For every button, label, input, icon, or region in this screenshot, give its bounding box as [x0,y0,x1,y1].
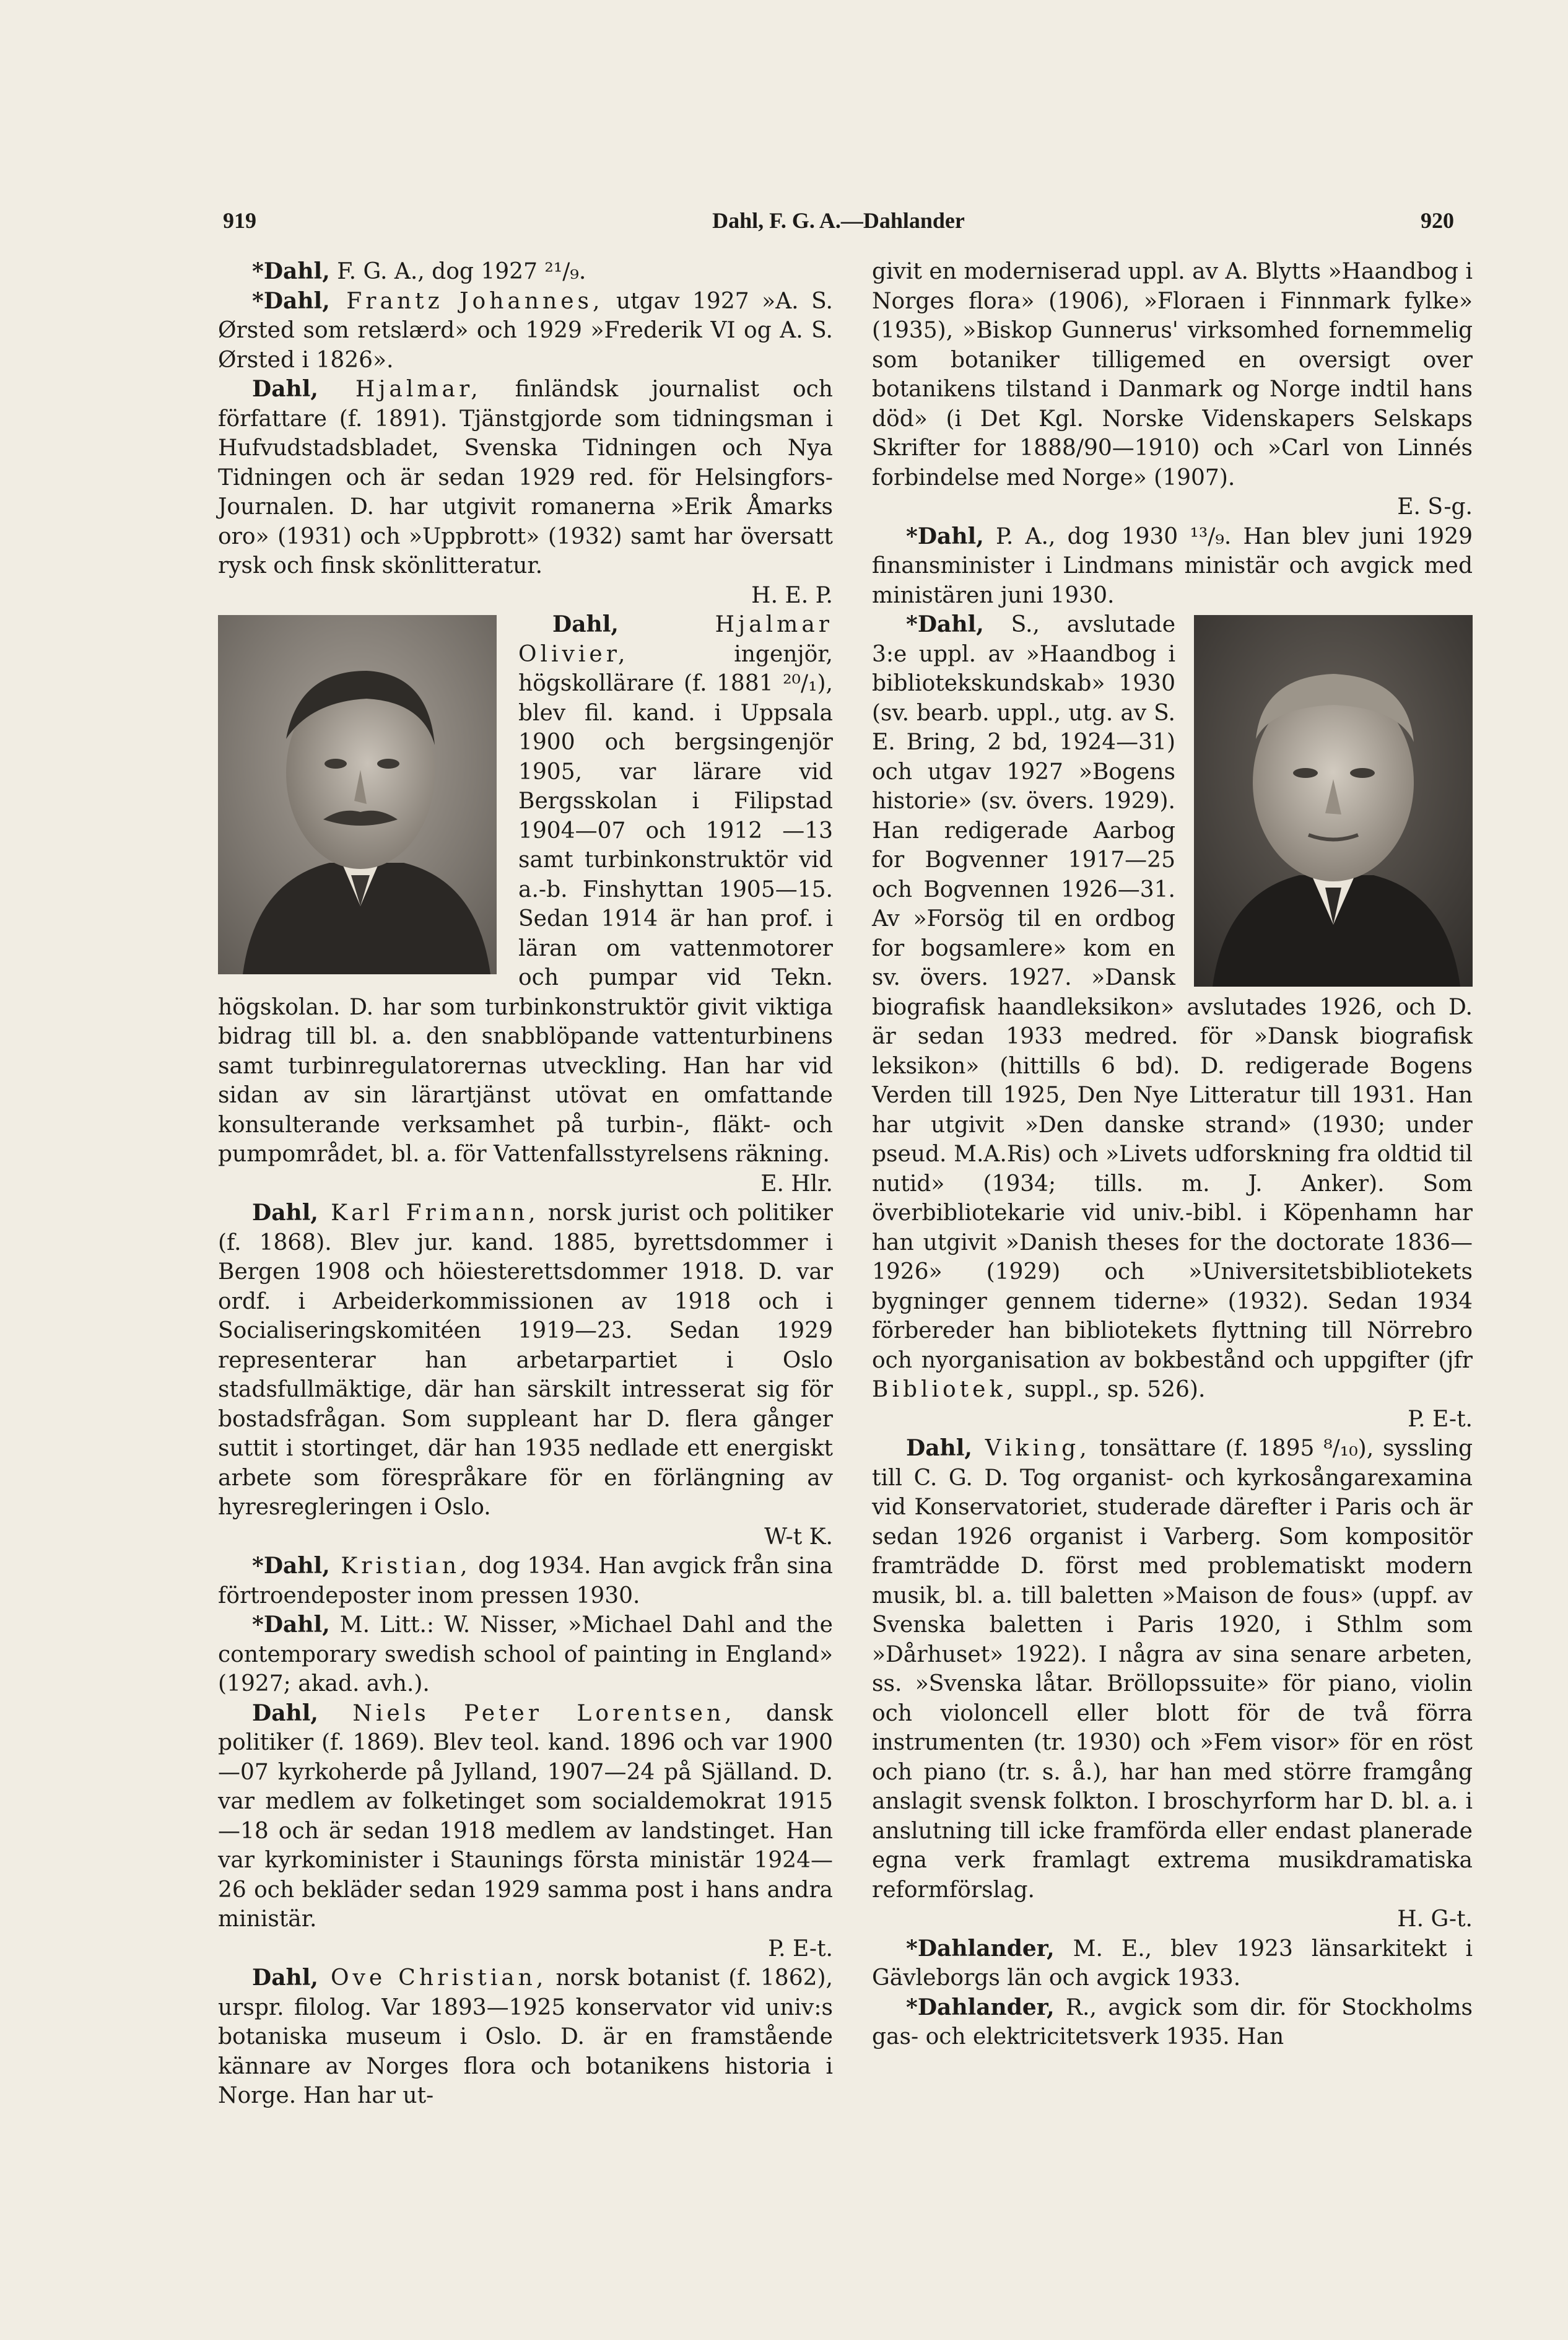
signature: P. E-t. [768,1936,833,1962]
portrait-photo-hjalmar-olivier-dahl-icon [218,615,497,974]
entry-dahl-ove-christian-continued: givit en moderniserad uppl. av A. Blytts »Haandbog i Norges flora» (1906), »Floraen i Finnmark fylke» (1935), »Biskop Gunnerus' virksomhed fornemmelig som botaniker tilligemed en oversigt over botanikens tilstand i Danmark og Norge indtil hans död» (i Det Kgl. Norske Videnskapers Selskaps Skrifter for 1888/90—1910) och »Carl von Linnés forbindelse med Norge» (1907). E. S-g. [872,257,1473,522]
signature: H. G-t. [1397,1906,1473,1932]
portrait-photo-right [1194,615,1473,987]
running-title: Dahl, F. G. A.—Dahlander [712,208,965,233]
entry-dahl-s: *Dahl, S., avslutade 3:e uppl. av »Haandbog i bibliotekskundskab» 1930 (sv. bearb. uppl., utg. av S. E. Bring, 2 bd, 1924—31) och utgav 1927 »Bogens historie» (sv. övers. 1929). Han redigerade Aarbog for Bogvenner 1917—25 och Bogvennen 1926—31. Av »Forsög til en ordbog for bogsamlere» kom en sv. övers. 1927. »Dansk biografisk haandleksikon» avslutades 1926, och D. är sedan 1933 medred. för »Dansk biografisk leksikon» (hittills 6 bd). D. redigerade Bogens Verden till 1925, Den Nye Litteratur till 1931. Han har utgivit »Den danske strand» (1930; under pseud. M.A.Ris) och »Livets udforskning fra oldtid til nutid» (1934; tills. m. J. Anker). Som överbibliotekarie vid univ.-bibl. i Köpenhamn har han utgivit »Danish theses for the doctorate 1836—1926» (1929) och »Universitetsbibliotekets bygninger gennem tiderne» (1932). Sedan 1934 förbereder han bibliotekets flyttning till Nörrebro och nyorganisation av bokbestånd och uppgifter (jfr Bibliotek, suppl., sp. 526). P. E-t. [872,610,1473,1434]
entry-dahlander-me: *Dahlander, M. E., blev 1923 länsarkitekt i Gävleborgs län och avgick 1933. [872,1935,1473,1991]
entry-dahl-niels-peter-lorentsen: Dahl, Niels Peter Lorentsen, dansk politiker (f. 1869). Blev teol. kand. 1896 och var 1900—07 kyrkoherde på Jylland, 1907—24 på Själland. D. var medlem av folketinget som socialdemokrat 1915—18 och är sedan 1918 medlem av landstinget. Han var kyrkominister i Staunings första ministär 1924—26 och bekläder sedan 1929 samma post i hans andra ministär. P. E-t. [218,1699,833,1964]
entry-dahl-m: *Dahl, M. Litt.: W. Nisser, »Michael Dahl and the contemporary swedish school of painting in England» (1927; akad. avh.). [218,1612,833,1696]
entry-dahl-kristian: *Dahl, Kristian, dog 1934. Han avgick från sina förtroendeposter inom pressen 1930. [218,1553,834,1609]
entry-dahl-frantz-johannes: *Dahl, Frantz Johannes, utgav 1927 »A. S. Ørsted som retslærd» och 1929 »Frederik VI og A. S. Ørsted i 1826». [218,287,833,373]
signature: H. E. P. [751,582,833,608]
entry-dahl-ove-christian: Dahl, Ove Christian, norsk botanist (f. 1862), urspr. filolog. Var 1893—1925 konservator vid univ:s botaniska museum i Oslo. D. är en framstående kännare av Norges flora och botanikens historia i Norge. Han har ut- [218,1965,834,2108]
entry-dahl-hjalmar-olivier: Dahl, Hjalmar Olivier, ingenjör, högskollärare (f. 1881 ²⁰/₁), blev fil. kand. i Uppsala 1900 och bergsingenjör 1905, var lärare vid Bergsskolan i Filipstad 1904—07 och 1912 —13 samt turbinkonstruktör vid a.-b. Finshyttan 1905—15. Sedan 1914 är han prof. i läran om vattenmotorer och pumpar vid Tekn. högskolan. D. har som turbinkonstruktör givit viktiga bidrag till bl. a. den snabblöpande vattenturbinens samt turbinregulatorernas utveckling. Han har vid sidan av sin lärartjänst utövat en omfattande konsulterande verksamhet på turbin-, fläkt- och pumpområdet, bl. a. för Vattenfallsstyrelsens räkning. E. Hlr. [218,610,833,1198]
page-number-right: 920 [1421,208,1454,233]
entry-dahl-pa: *Dahl, P. A., dog 1930 ¹³/₉. Han blev juni 1929 finansminister i Lindmans ministär och avgick med ministären juni 1930. [872,523,1473,608]
entry-dahl-hjalmar: Dahl, Hjalmar, finländsk journalist och författare (f. 1891). Tjänstgjorde som tidningsman i Hufvudstadsbladet, Svenska Tidningen och Nya Tidningen och är sedan 1929 red. för Helsingfors-Journalen. D. har utgivit romanerna »Erik Åmarks oro» (1931) och »Uppbrott» (1932) samt har översatt rysk och finsk skönlitteratur. H. E. P. [218,375,833,610]
page-header [223,207,1454,245]
signature: E. S-g. [1397,494,1473,520]
signature: W-t K. [764,1524,833,1550]
entry-dahl-fga: *Dahl, F. G. A., dog 1927 ²¹/₉. [252,258,586,284]
portrait-photo-sven-dahl-icon [1194,615,1473,987]
column-left [218,257,833,2111]
page-number-left: 919 [223,208,256,233]
signature: P. E-t. [1408,1406,1473,1432]
entry-dahl-viking: Dahl, Viking, tonsättare (f. 1895 ⁸/₁₀), syssling till C. G. D. Tog organist- och kyrkosångarexamina vid Konservatoriet, studerade därefter i Paris och är sedan 1926 organist i Varberg. Som kompositör framträdde D. först med problematiskt modern musik, bl. a. till baletten »Maison de fous» (uppf. av Svenska baletten i Paris 1920, i Sthlm som »Dårhuset» 1922). I några av sina senare arbeten, ss. »Svenska låtar. Bröllopssuite» för piano, violin och violoncell eller blott för de två förra instrumenten (tr. 1930) och »Fem visor» för en röst och piano (tr. s. å.), har han med större framgång anslagit svensk folkton. I broschyrform har D. bl. a. i anslutning till icke framförda eller endast planerade egna verk framlagt extrema musikdramatiska reformförslag. H. G-t. [872,1434,1473,1934]
entry-dahl-karl-frimann: Dahl, Karl Frimann, norsk jurist och politiker (f. 1868). Blev jur. kand. 1885, byrettsdommer i Bergen 1908 och höiesterettsdommer 1918. D. var ordf. i Arbeiderkommissionen av 1918 och i Socialiseringskomitéen 1919—23. Sedan 1929 representerar han arbetarpartiet i Oslo stadsfullmäktige, där han särskilt intresserat sig för bostadsfrågan. Som suppleant har D. flera gånger suttit i stortinget, där han 1935 nedlade ett energiskt arbete som förespråkare för en förlängning av hyresregleringen i Oslo. W-t K. [218,1198,833,1552]
signature: E. Hlr. [760,1171,833,1197]
entry-dahlander-r: *Dahlander, R., avgick som dir. för Stockholms gas- och elektricitetsverk 1935. Han [872,1994,1473,2050]
portrait-photo-left [218,615,497,974]
column-right [872,257,1473,2052]
